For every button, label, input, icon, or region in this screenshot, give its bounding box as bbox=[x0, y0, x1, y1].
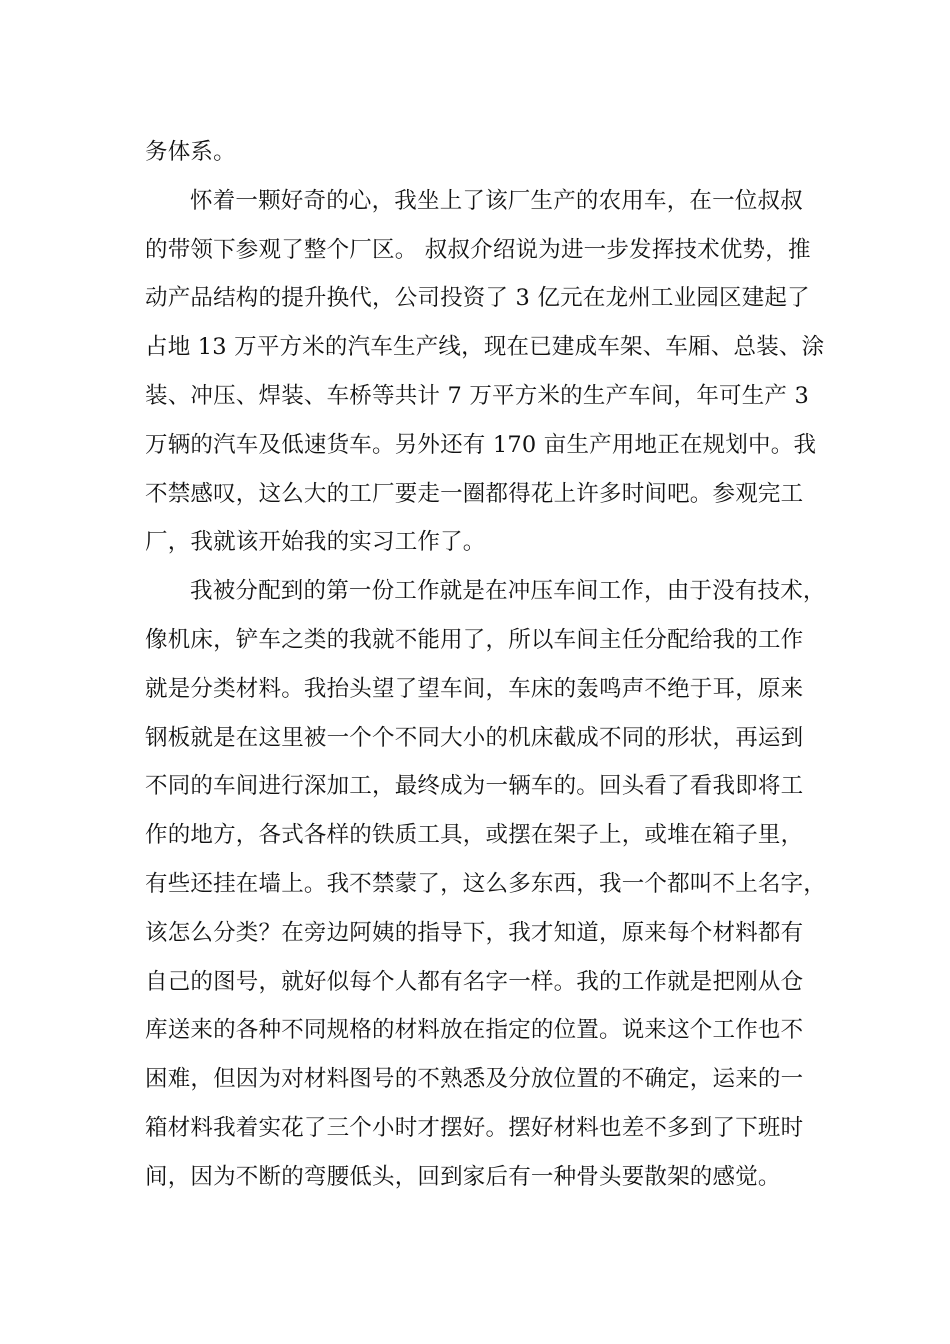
paragraph-2-line-4: 占地 13 万平方米的汽车生产线，现在已建成车架、车厢、总装、涂 bbox=[145, 334, 825, 361]
paragraph-3-line-12: 箱材料我着实花了三个小时才摆好。摆好材料也差不多到了下班时 bbox=[145, 1114, 804, 1141]
paragraph-3-line-5: 不同的车间进行深加工，最终成为一辆车的。回头看了看我即将工 bbox=[145, 773, 804, 800]
paragraph-3-line-9: 自己的图号，就好似每个人都有名字一样。我的工作就是把刚从仓 bbox=[145, 968, 804, 995]
paragraph-3-line-11: 困难，但因为对材料图号的不熟悉及分放位置的不确定，运来的一 bbox=[145, 1066, 804, 1093]
paragraph-3-line-6: 作的地方，各式各样的铁质工具，或摆在架子上，或堆在箱子里， bbox=[145, 822, 804, 849]
paragraph-1-line-1: 务体系。 bbox=[145, 139, 236, 165]
paragraph-3-line-8: 该怎么分类？在旁边阿姨的指导下，我才知道，原来每个材料都有 bbox=[145, 919, 804, 946]
paragraph-3-line-4: 钢板就是在这里被一个个不同大小的机床截成不同的形状，再运到 bbox=[145, 724, 804, 751]
paragraph-2-line-5: 装、冲压、焊装、车桥等共计 7 万平方米的生产车间，年可生产 3 bbox=[145, 382, 809, 409]
paragraph-3-line-3: 就是分类材料。我抬头望了望车间，车床的轰鸣声不绝于耳，原来 bbox=[145, 675, 804, 702]
paragraph-3-line-1: 我被分配到的第一份工作就是在冲压车间工作，由于没有技术， bbox=[190, 578, 826, 605]
paragraph-3-line-7: 有些还挂在墙上。我不禁蒙了，这么多东西，我一个都叫不上名字， bbox=[145, 870, 827, 897]
paragraph-2-line-7: 不禁感叹，这么大的工厂要走一圈都得花上许多时间吧。参观完工 bbox=[145, 480, 804, 507]
paragraph-3-line-10: 库送来的各种不同规格的材料放在指定的位置。说来这个工作也不 bbox=[145, 1017, 804, 1044]
paragraph-2-line-1: 怀着一颗好奇的心，我坐上了该厂生产的农用车，在一位叔叔 bbox=[190, 187, 803, 214]
paragraph-2-line-8: 厂，我就该开始我的实习工作了。 bbox=[145, 529, 486, 556]
paragraph-3-line-13: 间，因为不断的弯腰低头，回到家后有一种骨头要散架的感觉。 bbox=[145, 1163, 781, 1190]
paragraph-2-line-2: 的带领下参观了整个厂区。 叔叔介绍说为进一步发挥技术优势，推 bbox=[145, 236, 811, 263]
paragraph-3-line-2: 像机床，铲车之类的我就不能用了，所以车间主任分配给我的工作 bbox=[145, 626, 804, 653]
paragraph-2-line-6: 万辆的汽车及低速货车。另外还有 170 亩生产用地正在规划中。我 bbox=[145, 431, 817, 458]
paragraph-2-line-3: 动产品结构的提升换代，公司投资了 3 亿元在龙州工业园区建起了 bbox=[145, 285, 810, 312]
document-body bbox=[145, 128, 827, 1202]
